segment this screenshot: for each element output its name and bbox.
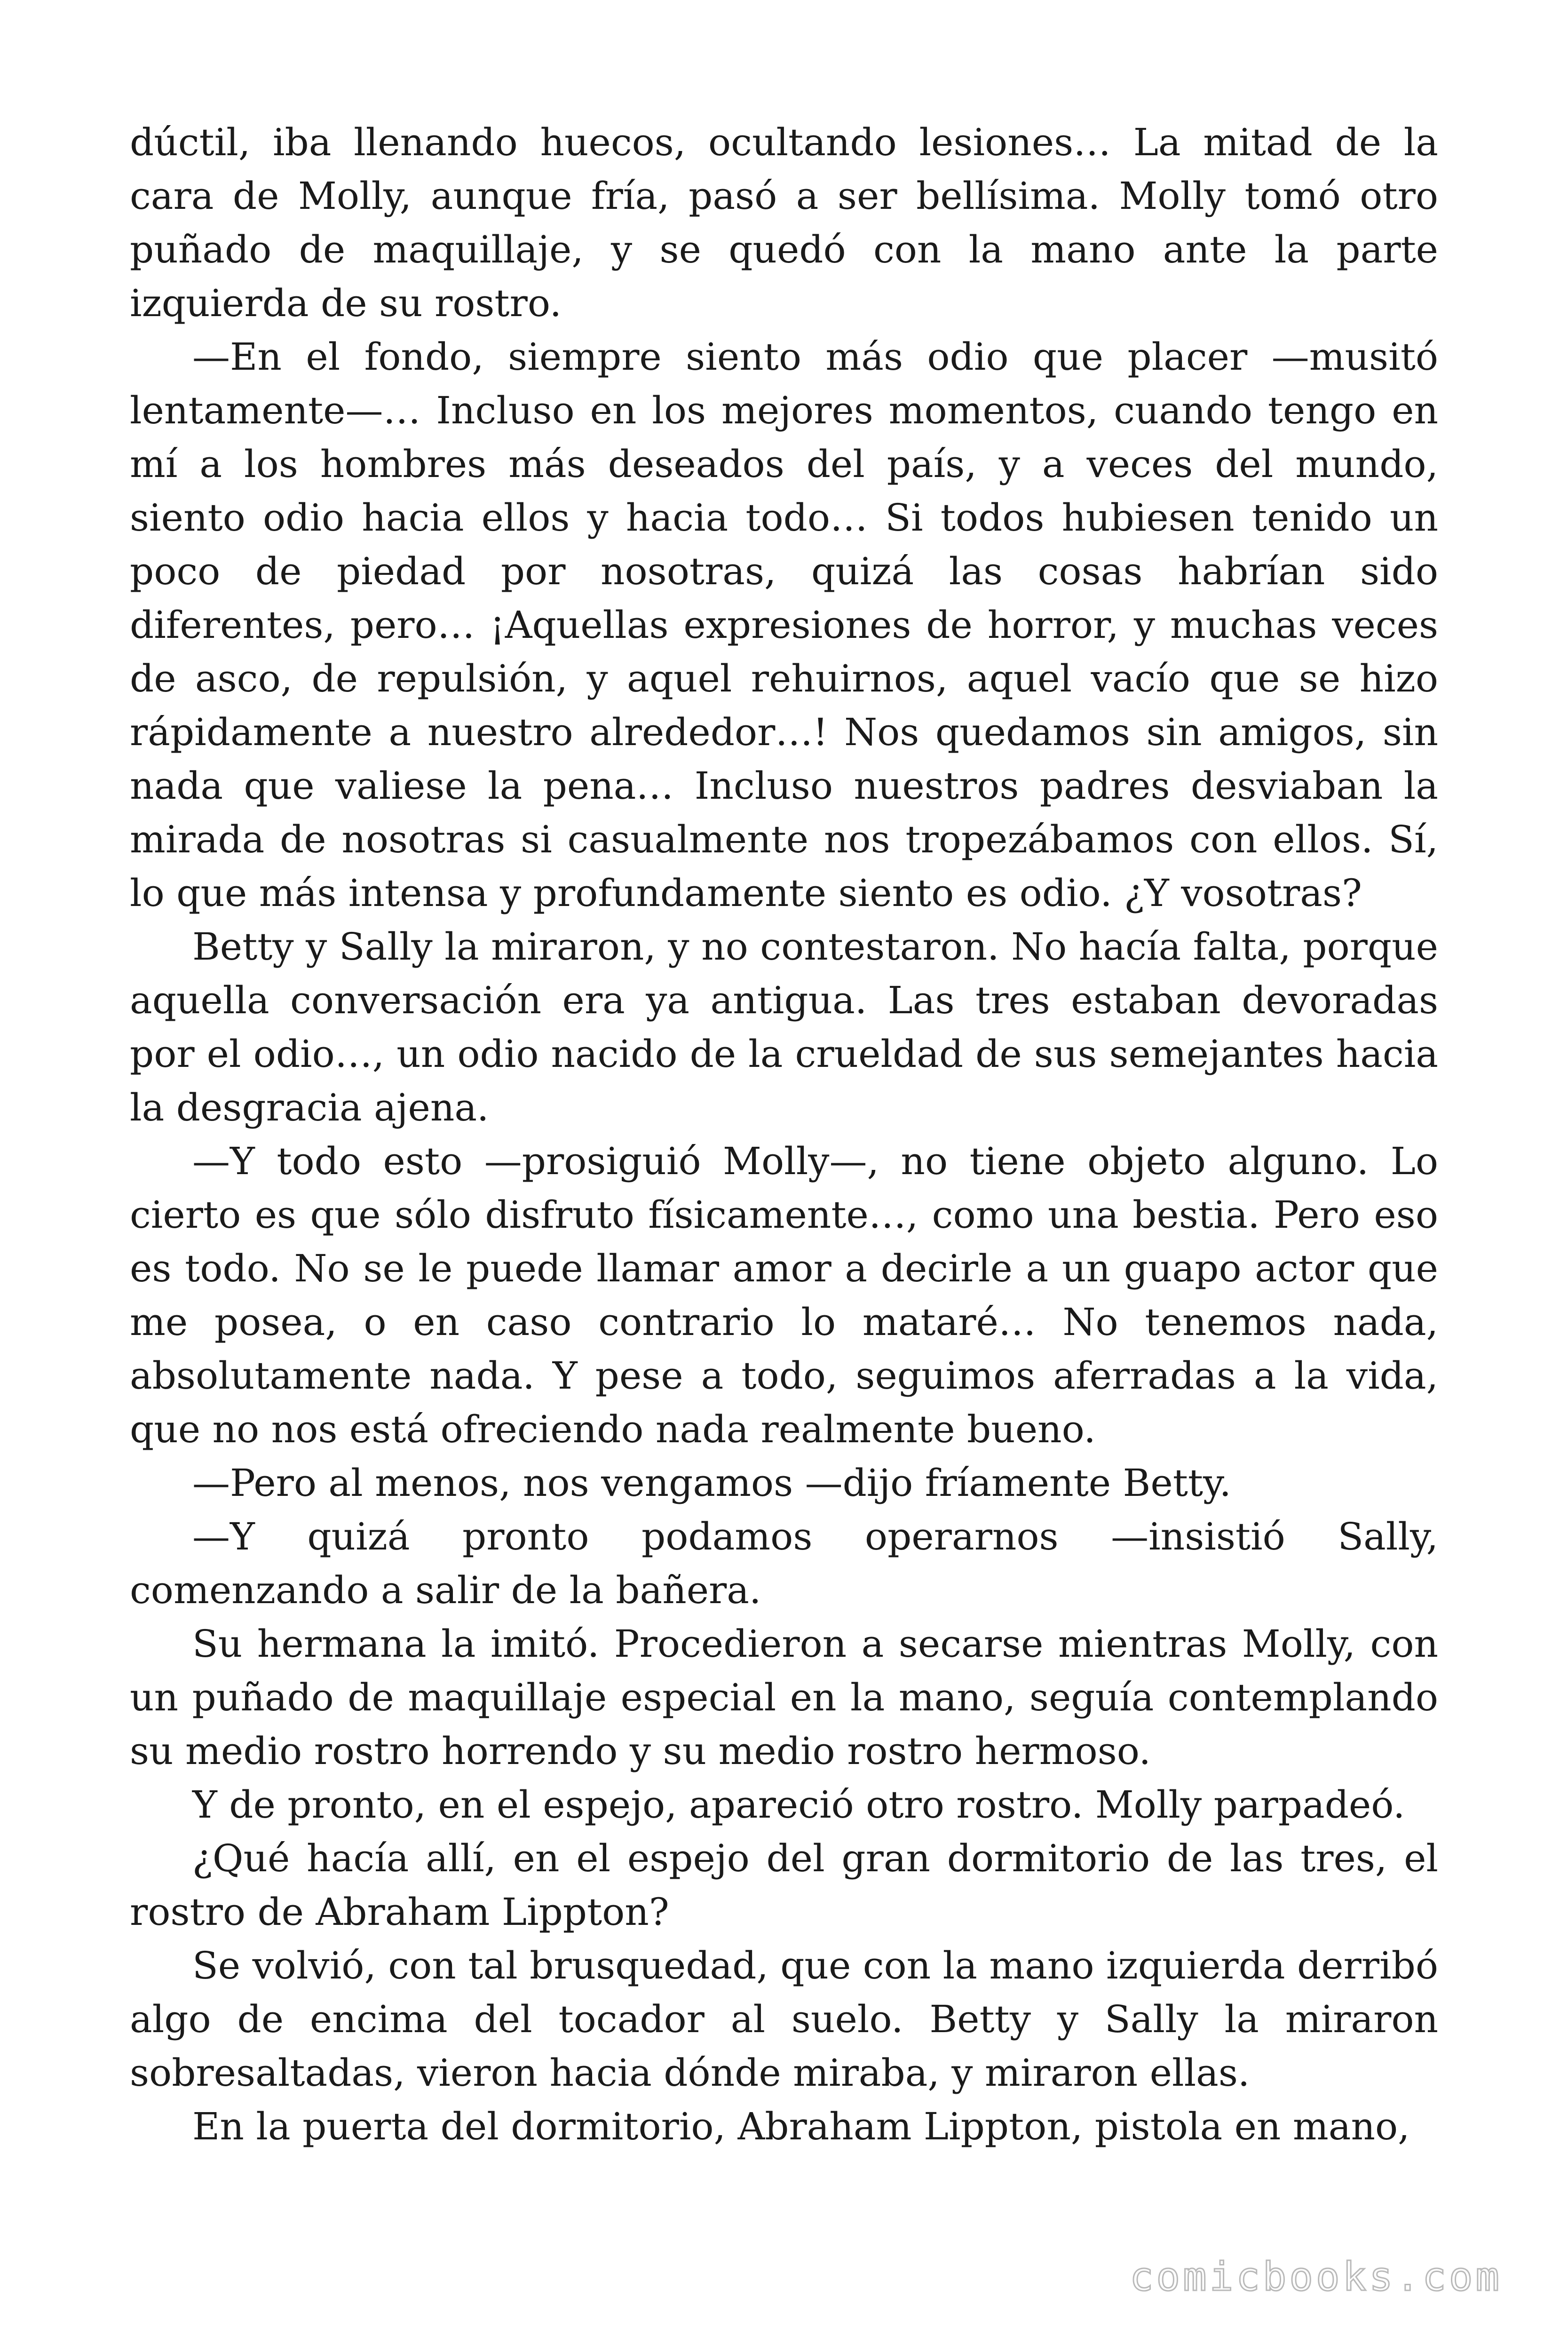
paragraph-4: —Y todo esto —prosiguió Molly—, no tiene objeto alguno. Lo cierto es que sólo disfruto físicamente…, como una bestia. Pero eso es todo. No se le puede llamar amor a decirle a un guapo actor que me posea, o en caso contrario lo mataré… No tenemos nada, absolutamente nada. Y pese a todo, seguimos aferradas a la vida, que no nos está ofreciendo nada realmente bueno.: [130, 1139, 1438, 1451]
paragraph-1: dúctil, iba llenando huecos, ocultando lesiones… La mitad de la cara de Molly, aunque fría, pasó a ser bellísima. Molly tomó otro puñado de maquillaje, y se quedó con la mano ante la parte izquierda de su rostro.: [130, 120, 1438, 325]
paragraph-7: Su hermana la imitó. Procedieron a secarse mientras Molly, con un puñado de maquillaje especial en la mano, seguía contemplando su medio rostro horrendo y su medio rostro hermoso.: [130, 1622, 1438, 1773]
paragraph-9: ¿Qué hacía allí, en el espejo del gran dormitorio de las tres, el rostro de Abraham Lippton?: [130, 1836, 1438, 1934]
paragraph-10: Se volvió, con tal brusquedad, que con la mano izquierda derribó algo de encima del tocador al suelo. Betty y Sally la miraron sobresaltadas, vieron hacia dónde miraba, y miraron ellas.: [130, 1944, 1438, 2095]
paragraph-5: —Pero al menos, nos vengamos —dijo fríamente Betty.: [192, 1461, 1231, 1505]
paragraph-2: —En el fondo, siempre siento más odio que placer —musitó lentamente—… Incluso en los mejores momentos, cuando tengo en mí a los hombres más deseados del país, y a veces del mundo, siento odio hacia ellos y hacia todo… Si todos hubiesen tenido un poco de piedad por nosotras, quizá las cosas habrían sido diferentes, pero… ¡Aquellas expresiones de horror, y muchas veces de asco, de repulsión, y aquel rehuirnos, aquel vacío que se hizo rápidamente a nuestro alrededor…! Nos quedamos sin amigos, sin nada que valiese la pena… Incluso nuestros padres desviaban la mirada de nosotras si casualmente nos tropezábamos con ellos. Sí, lo que más intensa y profundamente siento es odio. ¿Y vosotras?: [130, 335, 1438, 915]
watermark: comicbooks.com: [1129, 2254, 1502, 2300]
paragraph-3: Betty y Sally la miraron, y no contestaron. No hacía falta, porque aquella conversación era ya antigua. Las tres estaban devoradas por el odio…, un odio nacido de la crueldad de sus semejantes hacia la desgracia ajena.: [130, 925, 1438, 1129]
paragraph-6: —Y quizá pronto podamos operarnos —insistió Sally, comenzando a salir de la bañera.: [130, 1515, 1438, 1612]
paragraph-8: Y de pronto, en el espejo, apareció otro rostro. Molly parpadeó.: [192, 1783, 1405, 1827]
page-body: [130, 116, 1438, 2153]
paragraph-11: En la puerta del dormitorio, Abraham Lippton, pistola en mano,: [192, 2105, 1410, 2148]
